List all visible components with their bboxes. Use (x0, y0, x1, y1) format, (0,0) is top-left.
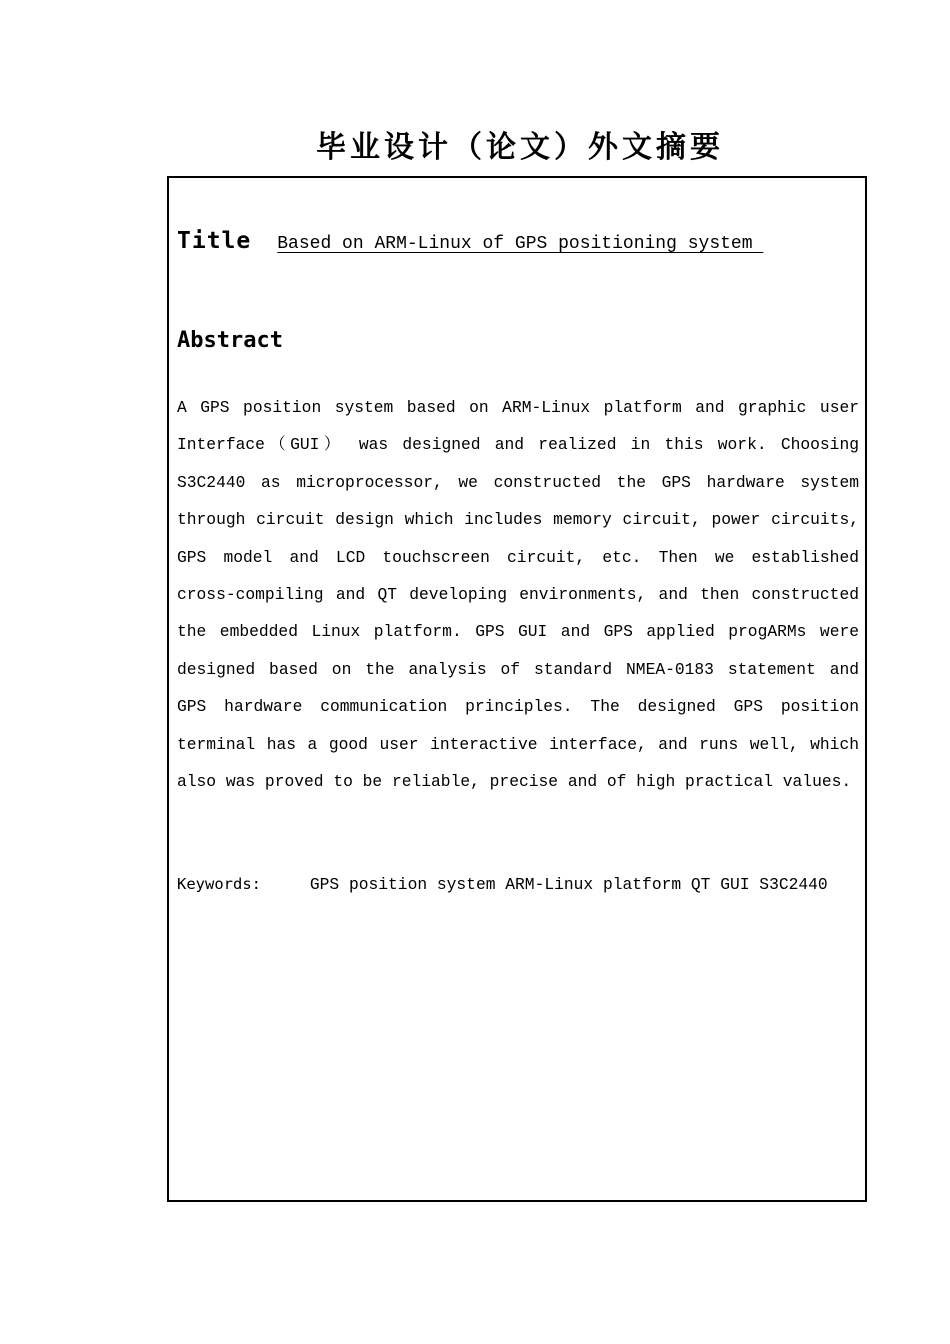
title-label: Title (177, 228, 252, 254)
keywords-text: GPS position system ARM-Linux platform QT GUI S3C2440 (309, 875, 828, 894)
keywords-label: Keywords: (177, 875, 261, 893)
keywords-line (177, 870, 859, 899)
thesis-title: Based on ARM-Linux of GPS positioning system (277, 234, 764, 254)
abstract-text: A GPS position system based on ARM-Linux platform and graphic user Interface（GUI） was designed and realized in this work. Choosing S3C2440 as microprocessor, we constructed the GPS hardware system through circuit design which includes memory circuit, power circuits, GPS model and LCD touchscreen circuit, etc. Then we established cross-compiling and QT developing environments, and then constructed the embedded Linux platform. GPS GUI and GPS applied progARMs were designed based on the analysis of standard NMEA-0183 statement and GPS hardware communication principles. The designed GPS position terminal has a good user interactive interface, and runs well, which also was proved to be reliable, precise and of high practical values. (177, 398, 859, 792)
abstract-frame (167, 176, 867, 1202)
abstract-heading: Abstract (177, 328, 283, 353)
title-row (177, 228, 857, 268)
page-title: 毕业设计（论文）外文摘要 (316, 130, 724, 165)
